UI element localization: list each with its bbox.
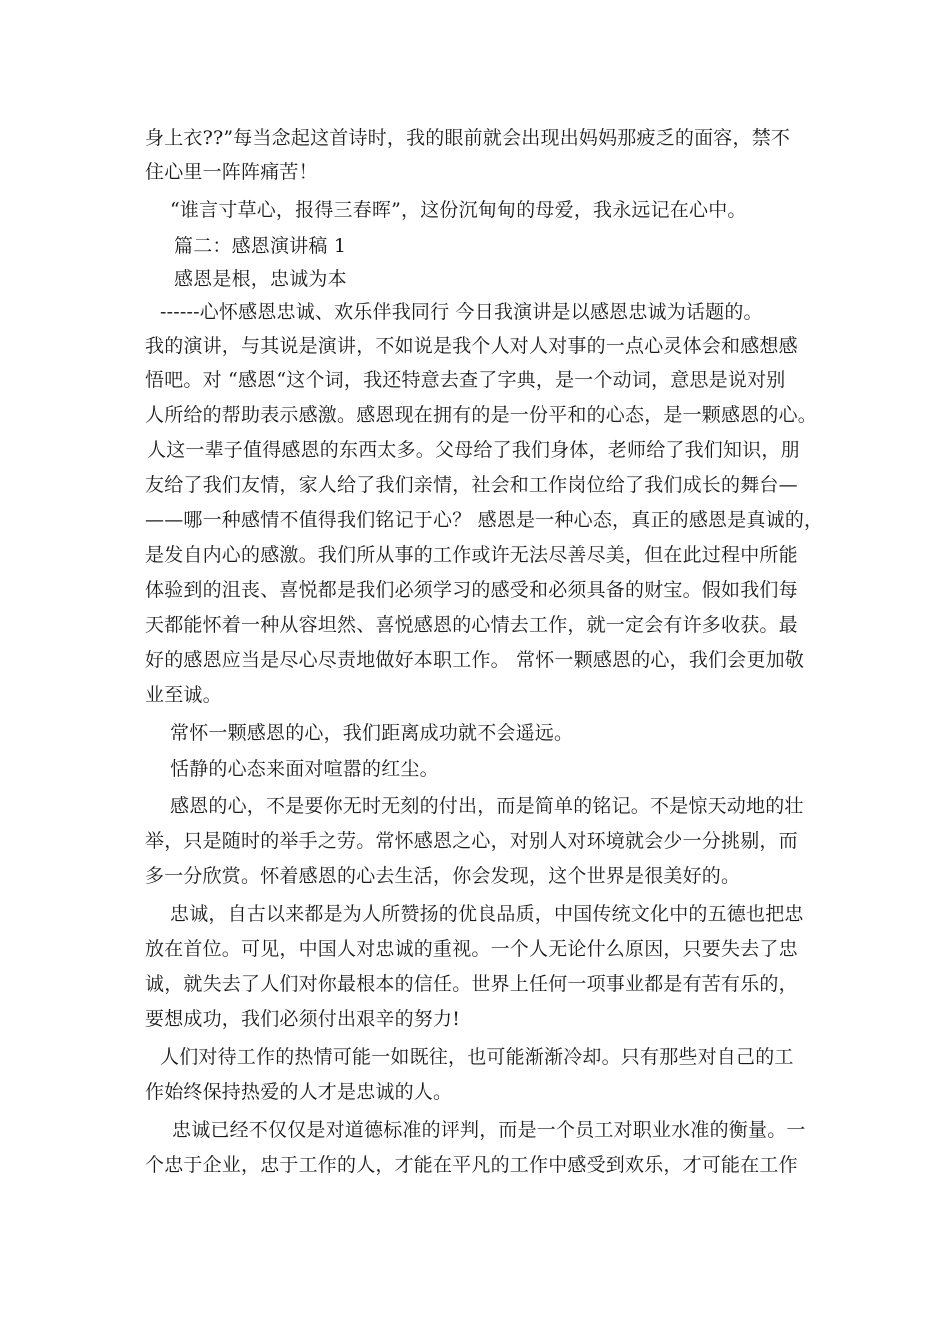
text-line: 住心里一阵阵痛苦！ (145, 161, 318, 183)
text-line: 好的感恩应当是尽心尽责地做好本职工作。 常怀一颗感恩的心，我们会更加敬 (145, 649, 805, 671)
text-line: 是发自内心的感激。我们所从事的工作或许无法尽善尽美，但在此过程中所能 (145, 544, 798, 566)
text-line: 忠诚已经不仅仅是对道德标准的评判，而是一个员工对职业水准的衡量。一 (172, 1119, 806, 1141)
subtitle: 感恩是根，忠诚为本 (174, 268, 347, 290)
text-line: 人这一辈子值得感恩的东西太多。父母给了我们身体，老师给了我们知识，朋 (147, 439, 800, 461)
text-line: 忠诚，自古以来都是为人所赞扬的优良品质，中国传统文化中的五德也把忠 (170, 903, 804, 925)
text-line: 友给了我们友情，家人给了我们亲情，社会和工作岗位给了我们成长的舞台— (145, 474, 798, 496)
text-line: 多一分欣赏。怀着感恩的心去生活，你会发现，这个世界是很美好的。 (145, 865, 741, 887)
section-heading: 篇二：感恩演讲稿 1 (174, 235, 347, 257)
text-line: 放在首位。可见，中国人对忠诚的重视。一个人无论什么原因，只要失去了忠 (145, 938, 798, 960)
text-line: 我的演讲，与其说是演讲，不如说是我个人对人对事的一点心灵体会和感想感 (145, 335, 798, 357)
text-line: “谁言寸草心，报得三春晖”，这份沉甸甸的母爱，我永远记在心中。 (170, 199, 747, 221)
text-line: 体验到的沮丧、喜悦都是我们必须学习的感受和必须具备的财宝。假如我们每 (145, 579, 798, 601)
text-line: ——哪一种感情不值得我们铭记于心？ 感恩是一种心态，真正的感恩是真诚的， (145, 509, 824, 531)
text-line: ------心怀感恩忠诚、欢乐伴我同行 今日我演讲是以感恩忠诚为话题的。 (160, 301, 763, 323)
text-line: 天都能怀着一种从容坦然、喜悦感恩的心情去工作，就一定会有许多收获。最 (145, 614, 798, 636)
text-line: 要想成功，我们必须付出艰辛的努力! (145, 1008, 461, 1030)
text-line: 悟吧。对 “感恩“这个词，我还特意去查了字典，是一个动词，意思是说对别 (145, 369, 786, 391)
text-line: 业至诚。 (145, 684, 222, 706)
text-line: 常怀一颗感恩的心，我们距离成功就不会遥远。 (170, 722, 574, 744)
text-line: 感恩的心，不是要你无时无刻的付出，而是简单的铭记。不是惊天动地的壮 (170, 795, 804, 817)
text-line: 人们对待工作的热情可能一如既往，也可能渐渐冷却。只有那些对自己的工 (160, 1046, 794, 1068)
text-line: 恬静的心态来面对喧嚣的红尘。 (170, 758, 439, 780)
text-line: 作始终保持热爱的人才是忠诚的人。 (145, 1081, 453, 1103)
text-line: 人所给的帮助表示感激。感恩现在拥有的是一份平和的心态，是一颗感恩的心。 (145, 404, 818, 426)
text-line: 个忠于企业，忠于工作的人，才能在平凡的工作中感受到欢乐，才可能在工作 (145, 1154, 798, 1176)
text-line: 诚，就失去了人们对你最根本的信任。世界上任何一项事业都是有苦有乐的， (145, 973, 798, 995)
text-line: 举，只是随时的举手之劳。常怀感恩之心，对别人对环境就会少一分挑剔，而 (145, 830, 798, 852)
text-line: 身上衣??”每当念起这首诗时，我的眼前就会出现出妈妈那疲乏的面容，禁不 (145, 127, 791, 149)
